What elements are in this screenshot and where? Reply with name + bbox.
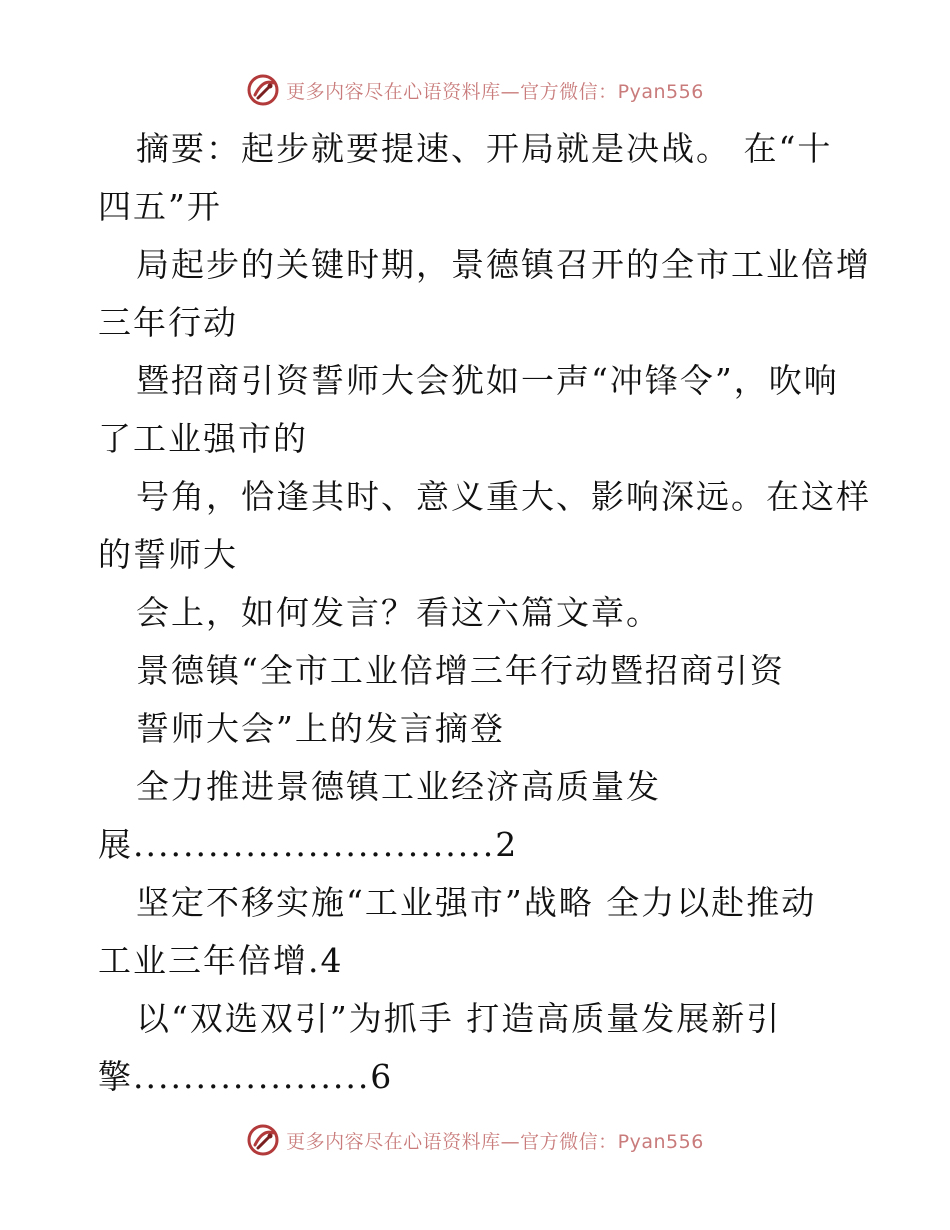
text-line: 局起步的关键时期，景德镇召开的全市工业倍增 xyxy=(136,245,871,284)
brand-logo-icon xyxy=(246,1123,280,1157)
text-line: 号角，恰逢其时、意义重大、影响深远。在这样 xyxy=(136,477,871,516)
toc-entry-page-line: 工业三年倍增.4 xyxy=(98,941,344,980)
toc-heading-line: 景德镇“全市工业倍增三年行动暨招商引资 xyxy=(136,651,785,690)
toc-entry-page-line: 展.............................2 xyxy=(98,825,519,864)
text-line: 的誓师大 xyxy=(98,535,238,574)
toc-entry-line: 坚定不移实施“工业强市”战略 全力以赴推动 xyxy=(136,883,817,922)
toc-entry-page-line: 擎...................6 xyxy=(98,1057,394,1096)
footer-watermark-banner xyxy=(0,1120,950,1160)
text-line: 了工业强市的 xyxy=(98,419,308,458)
footer-watermark-text: 更多内容尽在心语资料库—官方微信：Pyan556 xyxy=(286,1130,704,1153)
text-line: 摘要：起步就要提速、开局就是决战。 在“十 xyxy=(136,129,833,168)
header-watermark-banner xyxy=(0,70,950,110)
toc-heading-line: 誓师大会”上的发言摘登 xyxy=(136,709,505,748)
text-line: 暨招商引资誓师大会犹如一声“冲锋令”，吹响 xyxy=(136,361,839,400)
toc-entry-line: 全力推进景德镇工业经济高质量发 xyxy=(136,767,661,806)
text-line: 四五”开 xyxy=(98,187,222,226)
toc-entry-line: 以“双选双引”为抓手 打造高质量发展新引 xyxy=(136,999,782,1038)
document-body xyxy=(98,120,871,1106)
text-line: 会上，如何发言？看这六篇文章。 xyxy=(136,593,661,632)
header-watermark-text: 更多内容尽在心语资料库—官方微信：Pyan556 xyxy=(286,80,704,103)
text-line: 三年行动 xyxy=(98,303,238,342)
brand-logo-icon xyxy=(246,73,280,107)
